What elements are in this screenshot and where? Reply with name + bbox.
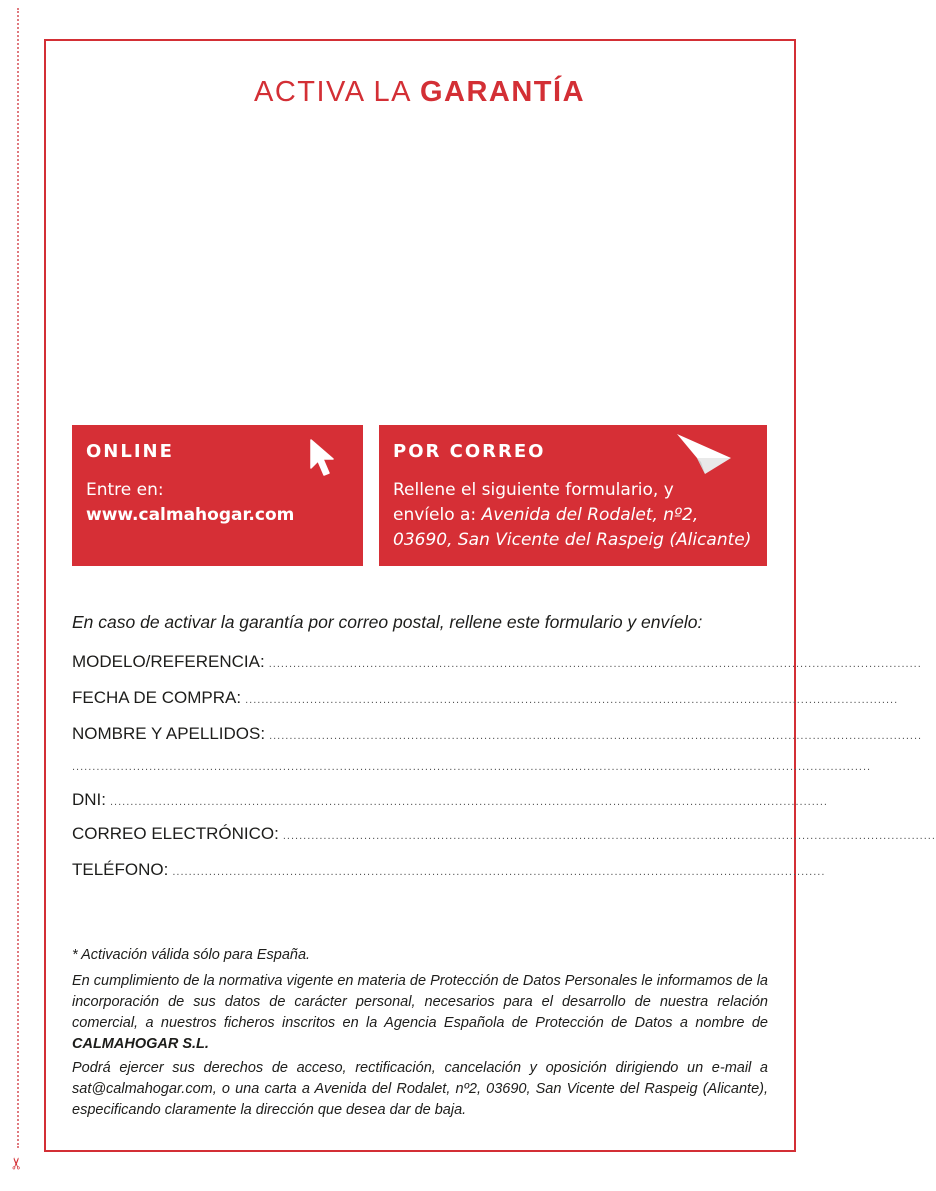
field-phone[interactable] (72, 860, 826, 882)
post-line2 (393, 503, 757, 528)
field-model[interactable] (72, 652, 922, 674)
field-purchase-date-line: ................................................................................................................................................................. (245, 694, 899, 706)
scissors-icon: ✂ (9, 1156, 26, 1170)
field-model-line: ................................................................................................................................................................. (268, 658, 922, 670)
field-dni-label: DNI: (72, 790, 106, 809)
privacy-note (72, 971, 768, 1055)
company-name: CALMAHOGAR S.L. (72, 1036, 209, 1052)
post-line2-prefix: envíelo a: (393, 505, 482, 525)
rights-note: Podrá ejercer sus derechos de acceso, rectificación, cancelación y oposición dirigiendo un e-mail a sat@calmahogar.com, o una carta a Avenida del Rodalet, nº2, 03690, San Vicente del Raspeig (Alicante), especificando claramente la dirección que desea dar de baja. (72, 1060, 768, 1118)
field-dni-line: ................................................................................................................................................................................. (110, 796, 828, 808)
field-email-label: CORREO ELECTRÓNICO: (72, 824, 279, 843)
field-email[interactable] (72, 824, 936, 846)
title-light: ACTIVA LA (253, 76, 420, 108)
post-heading: POR CORREO (393, 441, 546, 462)
paper-plane-icon (675, 432, 733, 476)
field-full-name[interactable] (72, 724, 923, 746)
privacy-text: En cumplimiento de la normativa vigente en materia de Protección de Datos Personales le informamos de la incorporación de sus datos de carácter personal, necesarios para el desarrollo de nuestra relación comercial, a nuestros ficheros inscritos en la Agencia Española de Protección de Datos a nombre de (72, 973, 768, 1031)
form-intro: En caso de activar la garantía por correo postal, rellene este formulario y envíelo: (72, 612, 703, 632)
online-url-link[interactable]: www.calmahogar.com (86, 505, 295, 525)
field-phone-label: TELÉFONO: (72, 860, 169, 879)
cut-line (17, 8, 19, 1148)
field-full-name-extra-line[interactable]: ..................................................................................................................................................................................................... (72, 761, 872, 773)
post-line1: Rellene el siguiente formulario, y (393, 480, 674, 500)
page-title (0, 76, 839, 109)
online-body (86, 478, 353, 528)
online-line1: Entre en: (86, 480, 164, 500)
field-full-name-line: ................................................................................................................................................................. (269, 730, 923, 742)
post-body (393, 478, 757, 553)
title-bold: GARANTÍA (419, 76, 586, 108)
field-full-name-label: NOMBRE Y APELLIDOS: (72, 724, 266, 743)
field-dni[interactable] (72, 790, 828, 812)
field-purchase-date[interactable] (72, 688, 899, 710)
field-phone-line: ................................................................................................................................................................. (172, 866, 826, 878)
post-address-line2: 03690, San Vicente del Raspeig (Alicante) (393, 530, 752, 550)
online-heading: ONLINE (86, 441, 174, 462)
field-email-line: ................................................................................................................................................................. (282, 830, 936, 842)
mouse-cursor-icon (307, 437, 337, 479)
field-purchase-date-label: FECHA DE COMPRA: (72, 688, 242, 707)
validity-note: * Activación válida sólo para España. (72, 947, 311, 963)
field-model-label: MODELO/REFERENCIA: (72, 652, 265, 671)
post-address-line1: Avenida del Rodalet, nº2, (481, 505, 699, 525)
